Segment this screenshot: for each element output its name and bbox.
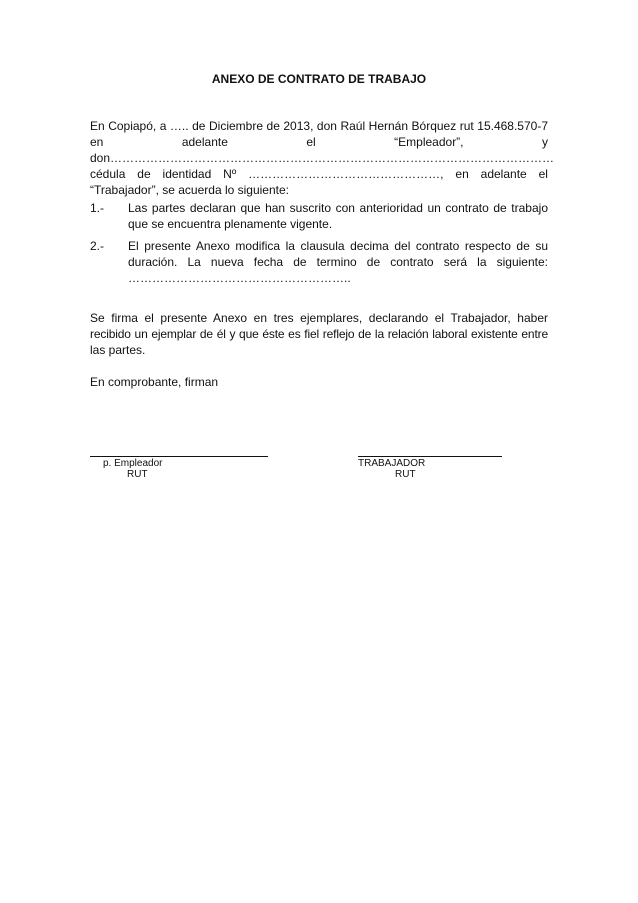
intro-word: “Empleador”, xyxy=(394,135,464,149)
employer-rut-label: RUT xyxy=(127,469,148,480)
closing-line: Se firma el presente Anexo en tres ejemplares, declarando el Trabajador, haber xyxy=(90,311,548,325)
intro-word: Nº xyxy=(223,167,237,181)
intro-word: y xyxy=(541,135,548,149)
intro-word: adelante xyxy=(480,167,527,181)
intro-line-5: “Trabajador”, se acuerda lo siguiente: xyxy=(90,183,289,197)
intro-line-3: don………………………………………………………………………………………………… xyxy=(90,151,555,165)
closing-line: las partes. xyxy=(90,343,146,357)
closing-line: recibido un ejemplar de él y que éste es fiel reflejo de la relación laboral existente entre xyxy=(90,327,548,341)
intro-line-2 xyxy=(90,134,548,150)
clause-text-line: que se encuentra plenamente vigente. xyxy=(128,217,333,231)
clause-text-line: El presente Anexo modifica la clausula decima del contrato respecto de su xyxy=(128,239,548,253)
clause-number: 2.- xyxy=(90,239,105,253)
closing-paragraph xyxy=(90,310,548,358)
employer-label: p. Empleador xyxy=(103,458,163,469)
intro-word: el xyxy=(306,135,316,149)
employer-signature-line xyxy=(90,456,268,457)
intro-word: adelante xyxy=(181,135,228,149)
intro-word: de xyxy=(137,167,151,181)
intro-line-1: En Copiapó, a ….. de Diciembre de 2013, don Raúl Hernán Bórquez rut 15.468.570-7 xyxy=(90,119,548,133)
document-title: ANEXO DE CONTRATO DE TRABAJO xyxy=(211,72,427,86)
intro-word: identidad xyxy=(162,167,212,181)
worker-label: TRABAJADOR xyxy=(358,458,426,469)
sign-off: En comprobante, firman xyxy=(90,375,219,389)
clause-text-line: ……………………………………………….. xyxy=(128,271,351,285)
intro-word: el xyxy=(538,167,548,181)
clause-number: 1.- xyxy=(90,201,105,215)
intro-line-4 xyxy=(90,166,548,182)
intro-word: en xyxy=(455,167,469,181)
intro-paragraph xyxy=(90,118,555,198)
clause-text-line: duración. La nueva fecha de termino de contrato será la siguiente: xyxy=(128,255,548,269)
intro-word: en xyxy=(90,135,104,149)
worker-signature-line xyxy=(358,456,502,457)
intro-word: …………………………………………, xyxy=(248,167,444,181)
clause-text-line: Las partes declaran que han suscrito con anterioridad un contrato de trabajo xyxy=(128,201,548,215)
intro-word: cédula xyxy=(90,167,126,181)
worker-rut-label: RUT xyxy=(395,469,416,480)
